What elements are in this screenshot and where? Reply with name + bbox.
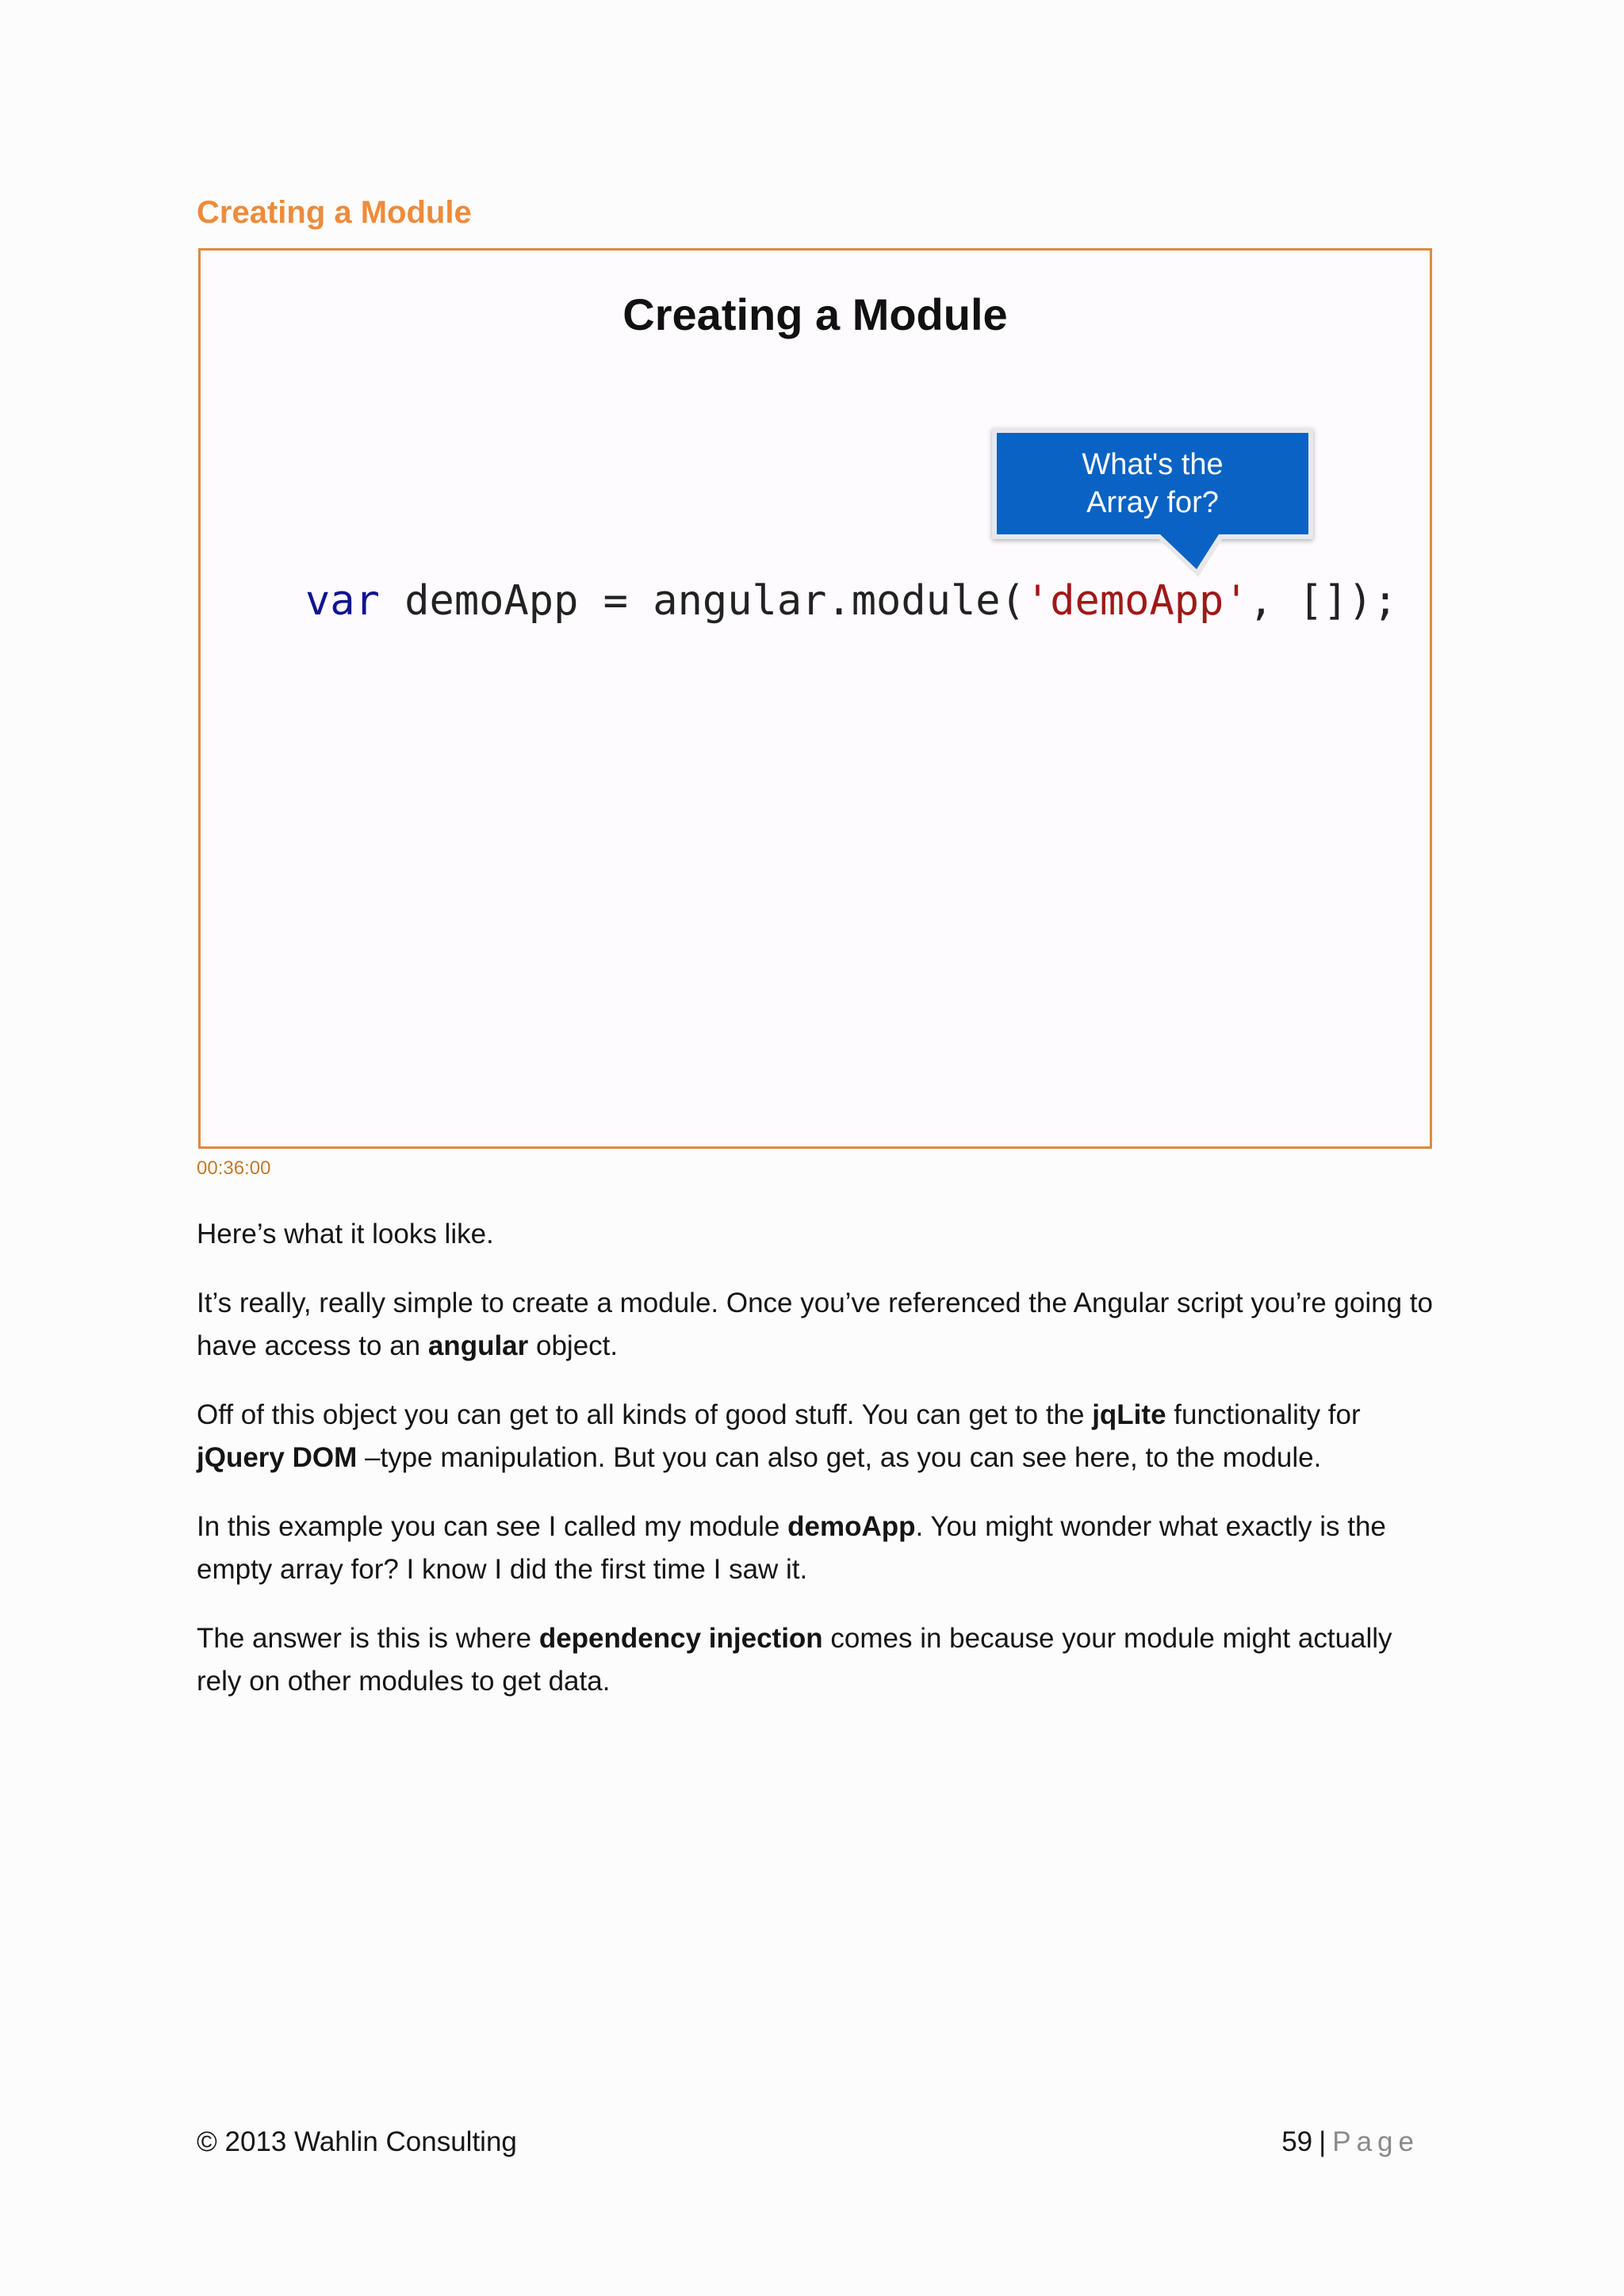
callout-tail-icon: [1143, 534, 1238, 580]
code-part-2: , []);: [1248, 577, 1398, 625]
paragraph-4: [197, 1506, 1434, 1591]
paragraph-2-bold-1: angular: [427, 1330, 529, 1361]
section-heading: Creating a Module: [197, 195, 472, 230]
paragraph-2-text-1: It’s really, really simple to create a module. Once you’ve referenced the Angular script you’re going to have access to an: [197, 1288, 1433, 1361]
paragraph-3-text-3: –type manipulation. But you can also get, as you can see here, to the module.: [357, 1442, 1322, 1473]
callout-bubble: [992, 428, 1313, 539]
code-snippet: [305, 577, 1398, 625]
callout-line-1: What's the: [1082, 448, 1224, 481]
paragraph-5-bold-1: dependency injection: [538, 1623, 823, 1654]
code-part-1: demoApp = angular.module(: [379, 577, 1025, 625]
code-keyword: var: [305, 577, 380, 625]
slide-title: Creating a Module: [622, 289, 1008, 339]
paragraph-2: [197, 1282, 1434, 1368]
footer-copyright: © 2013 Wahlin Consulting: [197, 2126, 517, 2157]
footer-page: [1281, 2126, 1419, 2158]
paragraph-1: Here’s what it looks like.: [197, 1219, 494, 1249]
paragraph-4-text-1: In this example you can see I called my module: [197, 1511, 788, 1542]
paragraph-4-text-2: . You might wonder what exactly is the empty array for? I know I did the first time I saw it.: [197, 1511, 1386, 1585]
footer-page-number: 59: [1281, 2126, 1313, 2157]
timestamp: 00:36:00: [197, 1158, 271, 1179]
footer-page-word: Page: [1332, 2126, 1419, 2157]
body-text: [197, 1213, 1434, 1729]
paragraph-3: [197, 1394, 1434, 1479]
paragraph-4-bold-1: demoApp: [787, 1511, 916, 1542]
slide-image: [198, 248, 1432, 1149]
code-string: 'demoApp': [1025, 577, 1249, 625]
callout-line-2: Array for?: [1086, 486, 1219, 519]
paragraph-5-text-2: comes in because your module might actually rely on other modules to get data.: [197, 1623, 1392, 1697]
paragraph-5-text-1: The answer is this is where: [197, 1623, 539, 1654]
footer-separator: |: [1319, 2126, 1327, 2157]
paragraph-2-text-2: object.: [528, 1330, 619, 1361]
paragraph-3-bold-2: jQuery DOM: [197, 1442, 358, 1473]
paragraph-3-text-1: Off of this object you can get to all kinds of good stuff. You can get to the: [197, 1399, 1093, 1430]
paragraph-3-bold-1: jqLite: [1092, 1399, 1166, 1430]
paragraph-3-text-2: functionality for: [1166, 1399, 1361, 1430]
paragraph-5: [197, 1617, 1434, 1703]
